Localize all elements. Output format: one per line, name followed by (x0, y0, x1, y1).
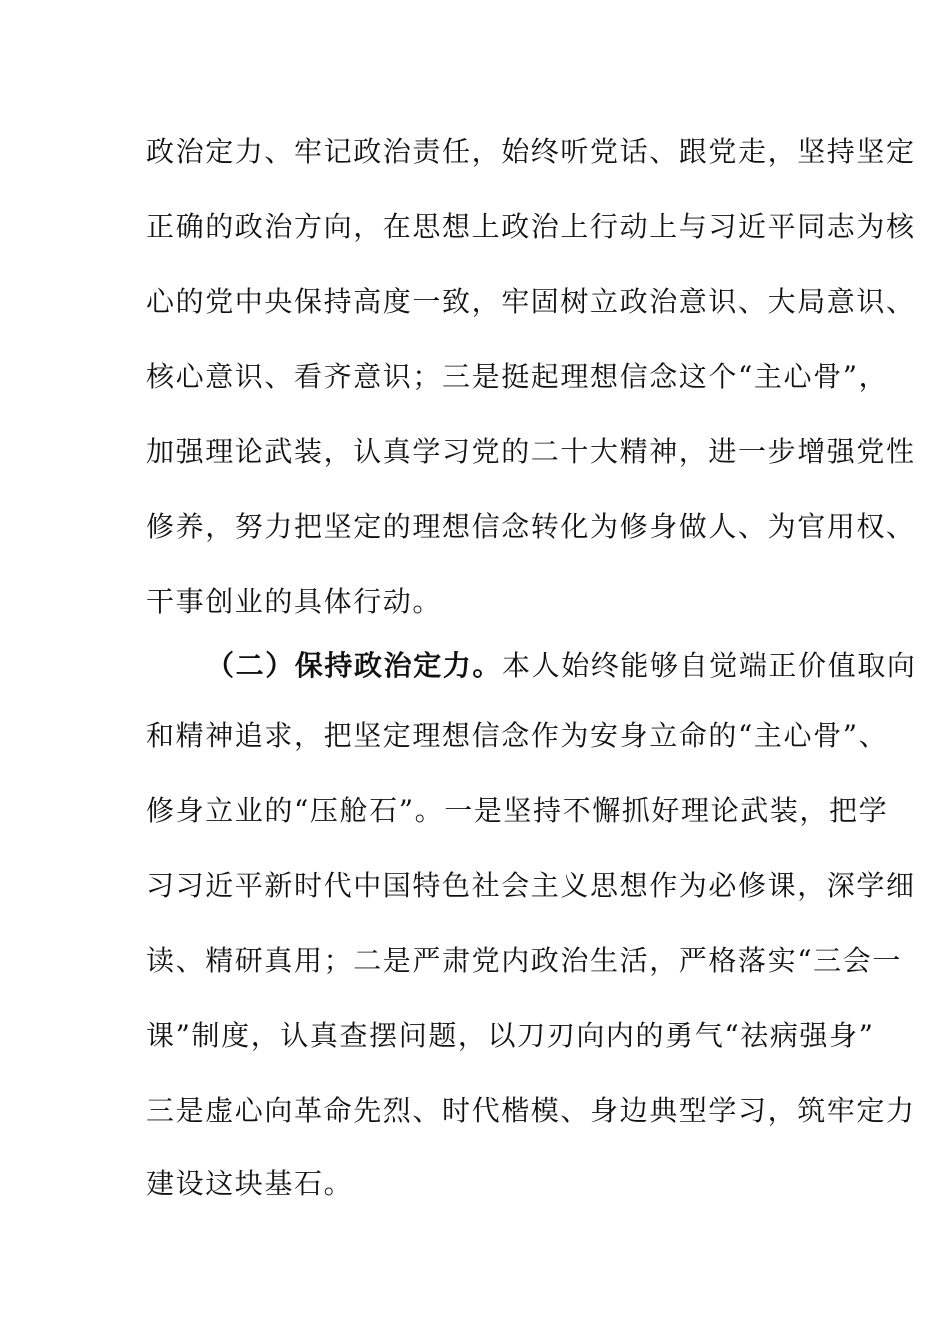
text-line: 课”制度，认真查摆问题，以刀刃向内的勇气“祛病强身” (146, 1019, 875, 1052)
text-line: 干事创业的具体行动。 (146, 585, 443, 618)
text-line: 三是虚心向革命先烈、时代楷模、身边典型学习，筑牢定力 (146, 1094, 916, 1127)
text-line: 加强理论武装，认真学习党的二十大精神，进一步增强党性 (146, 435, 916, 468)
text-line: 政治定力、牢记政治责任，始终听党话、跟党走，坚持坚定 (146, 135, 916, 168)
section-heading: （二）保持政治定力。 (206, 649, 503, 682)
text-line: 习习近平新时代中国特色社会主义思想作为必修课，深学细 (146, 869, 916, 902)
paragraph-first-line (206, 646, 916, 686)
text-line: 修身立业的“压舱石”。一是坚持不懈抓好理论武装，把学 (146, 794, 889, 827)
text-line: 心的党中央保持高度一致，牢固树立政治意识、大局意识、 (146, 285, 916, 318)
text-line: 建设这块基石。 (146, 1167, 354, 1200)
text-line: 和精神追求，把坚定理想信念作为安身立命的“主心骨”、 (146, 719, 889, 752)
text-line: 修养，努力把坚定的理想信念转化为修身做人、为官用权、 (146, 510, 916, 543)
text-line: 正确的政治方向，在思想上政治上行动上与习近平同志为核 (146, 210, 916, 243)
text-line: 读、精研真用；二是严肃党内政治生活，严格落实“三会一 (146, 944, 902, 977)
text-run: 本人始终能够自觉端正价值取向 (502, 649, 917, 682)
text-line: 核心意识、看齐意识；三是挺起理想信念这个“主心骨”， (146, 360, 889, 393)
